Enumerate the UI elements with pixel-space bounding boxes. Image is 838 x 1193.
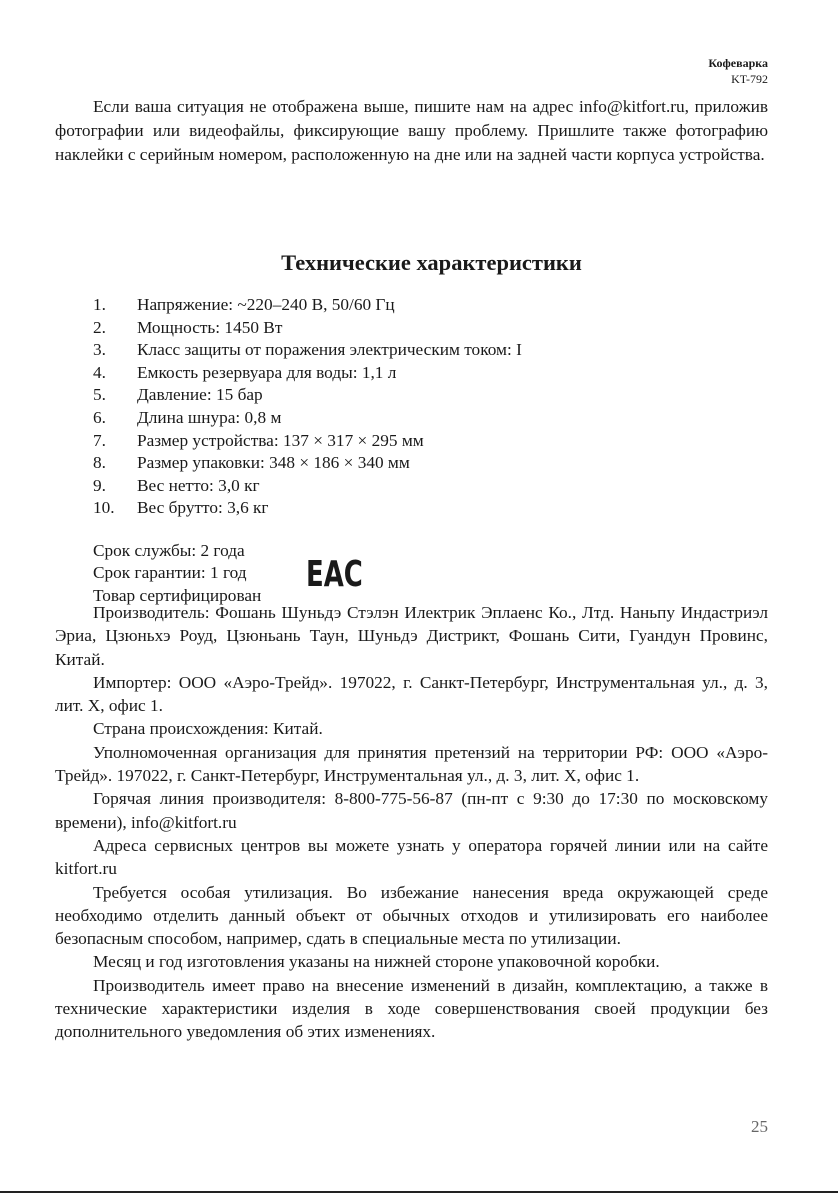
page-header [708,55,768,87]
changes-paragraph: Производитель имеет право на внесение изменений в дизайн, комплектацию, а также в технические характеристики изделия в ходе совершенствования своей продукции без дополнительного уведомления об этих изменениях. [55,975,768,1042]
spec-number: 1. [93,295,106,314]
spec-number: 8. [93,453,106,473]
spec-item [93,384,522,407]
spec-text: Вес брутто: 3,6 кг [137,498,269,518]
spec-number: 5. [93,385,106,405]
spec-item [93,317,522,340]
authorized-org-paragraph: Уполномоченная организация для принятия претензий на территории РФ: ООО «Аэро-Трейд». 197022, г. Санкт-Петербург, Инструментальная ул., д. 3, лит. Х, офис 1. [55,742,768,786]
header-product: Кофеварка [708,56,768,70]
header-model: KT-792 [731,72,768,86]
spec-text: Класс защиты от поражения электрическим током: I [137,340,522,360]
spec-item [93,497,522,520]
manufacturer-paragraph: Производитель: Фошань Шуньдэ Стэлэн Илектрик Эплаенс Ко., Лтд. Наньпу Индастриэл Эриа, Цзюньхэ Роуд, Цзюньань Таун, Шуньдэ Дистрикт, Фошань Сити, Гуандун Провинс, Китай. [55,603,768,669]
spec-number: 9. [93,475,106,495]
spec-item [93,475,522,498]
spec-number: 2. [93,317,106,337]
spec-text: Емкость резервуара для воды: 1,1 л [137,362,397,382]
eac-certification-mark: EAC [306,554,363,595]
spec-number: 4. [93,362,106,382]
spec-item [93,362,522,385]
certification-note: Товар сертифицирован [93,586,262,605]
spec-item [93,339,522,362]
service-life: Срок службы: 2 года [93,541,245,560]
page-number: 25 [751,1117,768,1136]
manufacture-date-paragraph: Месяц и год изготовления указаны на нижней стороне упаковочной коробки. [93,952,660,972]
spec-number: 7. [93,430,106,450]
spec-text: Размер упаковки: 348 × 186 × 340 мм [137,453,410,473]
origin-paragraph: Страна происхождения: Китай. [93,719,323,739]
spec-item [93,430,522,453]
importer-paragraph: Импортер: ООО «Аэро-Трейд». 197022, г. Санкт-Петербург, Инструментальная ул., д. 3, лит. Х, офис 1. [55,672,768,716]
spec-text: Размер устройства: 137 × 317 × 295 мм [137,430,424,450]
spec-number: 3. [93,340,106,360]
spec-text: Длина шнура: 0,8 м [137,407,282,427]
specs-title: Технические характеристики [281,250,582,275]
spec-item [93,452,522,475]
spec-number: 10. [93,498,115,518]
spec-text: Вес нетто: 3,0 кг [137,475,260,495]
spec-text: Давление: 15 бар [137,385,263,405]
spec-item [93,294,522,317]
spec-number: 6. [93,407,106,427]
spec-item [93,407,522,430]
legal-info [55,601,768,1044]
specs-list [93,294,522,520]
warranty-period: Срок гарантии: 1 год [93,563,247,582]
spec-text: Напряжение: ~220–240 В, 50/60 Гц [137,295,395,314]
hotline-paragraph: Горячая линия производителя: 8-800-775-56-87 (пн-пт с 9:30 до 17:30 по московскому времени), info@kitfort.ru [55,789,768,832]
service-centers-paragraph: Адреса сервисных центров вы можете узнать у оператора горячей линии или на сайте kitfort.ru [55,835,768,879]
spec-text: Мощность: 1450 Вт [137,317,283,337]
intro-paragraph: Если ваша ситуация не отображена выше, пишите нам на адрес info@kitfort.ru, приложив фотографии или видеофайлы, фиксирующие вашу проблему. Пришлите также фотографию наклейки с серийным номером, расположенную на дне или на задней части корпуса устройства. [55,97,768,164]
disposal-paragraph: Требуется особая утилизация. Во избежание нанесения вреда окружающей среде необходимо отделить данный объект от обычных отходов и утилизировать его наиболее безопасным способом, например, сдать в специальные места по утилизации. [55,882,768,949]
